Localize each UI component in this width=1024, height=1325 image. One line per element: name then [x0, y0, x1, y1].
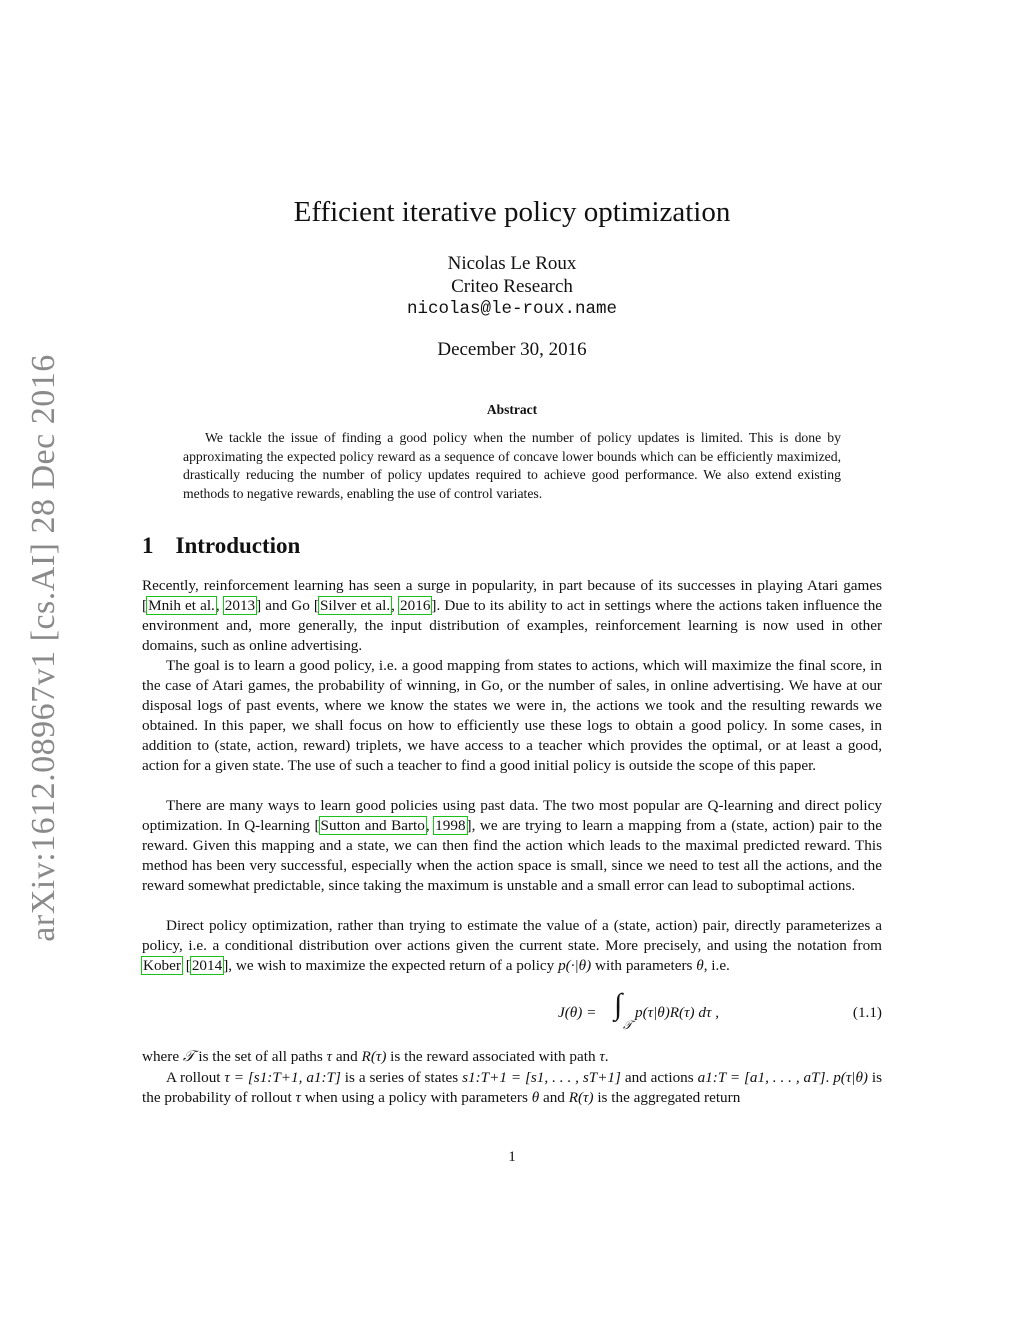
- math-rollout-probability: p(τ|θ): [833, 1069, 868, 1086]
- paragraph-text: There are many ways to learn good policies using past data. The two most popular are Q-learning and direct policy optimization. In Q-learning [: [142, 797, 882, 834]
- paragraph-4: [142, 916, 882, 976]
- paper-title: Efficient iterative policy optimization: [293, 196, 731, 228]
- math-states: s1:T+1 = [s1, . . . , sT+1]: [462, 1069, 621, 1086]
- math-policy: p(·|θ): [558, 957, 592, 974]
- equation-rhs: p(τ|θ)R(τ) dτ ,: [635, 1004, 720, 1021]
- paragraph-text: .: [825, 1069, 834, 1086]
- paragraph-text: where: [142, 1048, 183, 1065]
- citation-link-kober-year[interactable]: 2014: [191, 957, 223, 974]
- math-rollout: τ = [s1:T+1, a1:T]: [224, 1069, 341, 1086]
- abstract-text: We tackle the issue of finding a good policy when the number of policy updates is limited. This is done by approximating the expected policy reward as a sequence of concave lower bounds which can be efficiently maximized, drastically reducing the number of policy updates required to achieve good performance. We also extend existing methods to negative rewards, enabling the use of control variates.: [183, 430, 841, 501]
- math-path-set: 𝒯: [182, 1048, 195, 1065]
- section-title: Introduction: [175, 533, 301, 558]
- paragraph-text: with parameters: [591, 957, 697, 974]
- author-name: Nicolas Le Roux: [447, 253, 577, 274]
- abstract-heading: Abstract: [486, 402, 538, 417]
- paragraph-text: Recently, reinforcement learning has seen a surge in popularity, in part because of its successes in playing Atari games [: [142, 577, 882, 614]
- paragraph-text: is the set of all paths: [194, 1048, 327, 1065]
- equation-lhs: J(θ) =: [558, 1004, 597, 1021]
- math-reward: R(τ): [568, 1089, 594, 1106]
- math-reward: R(τ): [361, 1048, 387, 1065]
- equation-number: (1.1): [852, 1004, 882, 1021]
- paragraph-6: [142, 1068, 882, 1108]
- citation-link-kober-author[interactable]: Kober: [143, 957, 181, 974]
- paragraph-text: is the aggregated return: [593, 1089, 741, 1106]
- paragraph-text: and actions: [620, 1069, 698, 1086]
- paragraph-text: ] and Go [: [256, 597, 319, 614]
- citation-separator: ,: [425, 817, 435, 834]
- paragraph-text: ], we are trying to learn a mapping from a (state, action) pair to the reward. Given this mapping and a state, we can then find the action which leads to the maximal predicted reward. This method has been very successful, especially when the action space is small, since we need to test all the actions, and the reward somewhat predictable, since taking the maximum is unstable and a small error can lead to suboptimal actions.: [142, 817, 883, 894]
- citation-link-mnih-author[interactable]: Mnih et al.: [148, 597, 215, 614]
- paragraph-text: ]. Due to its ability to act in settings where the actions taken influence the environment and, more generally, the input distribution of examples, reinforcement learning is now used in other domains, such as online advertising.: [142, 597, 883, 654]
- citation-separator: ,: [215, 597, 224, 614]
- paragraph-1: [142, 576, 882, 656]
- paragraph-text: is the probability of rollout: [142, 1069, 883, 1106]
- paragraph-text: ], we wish to maximize the expected return of a policy: [223, 957, 559, 974]
- paragraph-text: and: [332, 1048, 362, 1065]
- citation-link-silver-author[interactable]: Silver et al.: [319, 597, 391, 614]
- section-number: 1: [142, 533, 154, 558]
- paragraph-text: when using a policy with parameters: [300, 1089, 532, 1106]
- author-affiliation: Criteo Research: [451, 276, 573, 297]
- author-email: nicolas@le-roux.name: [406, 299, 618, 319]
- paragraph-2: The goal is to learn a good policy, i.e. a good mapping from states to actions, which will maximize the final score, in the case of Atari games, the probability of winning, in Go, or the number of sales, in online advertising. We have at our disposal logs of past events, where we know the states we were in, the actions we took and the resulting rewards we obtained. In this paper, we shall focus on how to efficiently use these logs to obtain a good policy. In some cases, in addition to (state, action, reward) triplets, we have access to a teacher which provides the optimal, or at least a good, action for a given state. The use of such a teacher to find a good initial policy is outside the scope of this paper.: [142, 657, 882, 774]
- integral-symbol: ∫: [614, 988, 623, 1021]
- abstract-body: [183, 429, 841, 503]
- citation-link-mnih-year[interactable]: 2013: [224, 597, 256, 614]
- paragraph-5: [142, 1047, 882, 1067]
- citation-separator: [: [181, 957, 191, 974]
- paper-date: December 30, 2016: [437, 339, 587, 360]
- math-tau: τ: [295, 1089, 301, 1106]
- integral-subscript: 𝒯: [623, 1018, 633, 1032]
- arxiv-identifier-stamp: arXiv:1612.08967v1 [cs.AI] 28 Dec 2016: [25, 354, 62, 942]
- equation-1-1: [142, 988, 882, 1034]
- page-number: 1: [508, 1148, 516, 1165]
- citation-link-silver-year[interactable]: 2016: [400, 597, 431, 614]
- math-tau: τ: [599, 1048, 605, 1065]
- paragraph-text: .: [604, 1048, 609, 1065]
- section-heading-introduction: [142, 533, 300, 559]
- paragraph-text: and: [539, 1089, 569, 1106]
- paragraph-text: Direct policy optimization, rather than trying to estimate the value of a (state, action) pair, directly parameterizes a policy, i.e. a conditional distribution over actions given the current state. More precisely, and using the notation from: [142, 917, 882, 954]
- citation-separator: ,: [391, 597, 400, 614]
- paragraph-text: A rollout: [166, 1069, 225, 1086]
- paragraph-text: is a series of states: [340, 1069, 463, 1086]
- citation-link-sutton-year[interactable]: 1998: [435, 817, 466, 834]
- paragraph-text: is the reward associated with path: [386, 1048, 600, 1065]
- math-theta: θ: [531, 1089, 540, 1106]
- paragraph-3: [142, 796, 882, 896]
- citation-link-sutton-author[interactable]: Sutton and Barto: [320, 817, 425, 834]
- math-theta: θ: [696, 957, 704, 974]
- math-actions: a1:T = [a1, . . . , aT]: [697, 1069, 826, 1086]
- math-tau: τ: [326, 1048, 333, 1065]
- paragraph-text: , i.e.: [703, 957, 730, 974]
